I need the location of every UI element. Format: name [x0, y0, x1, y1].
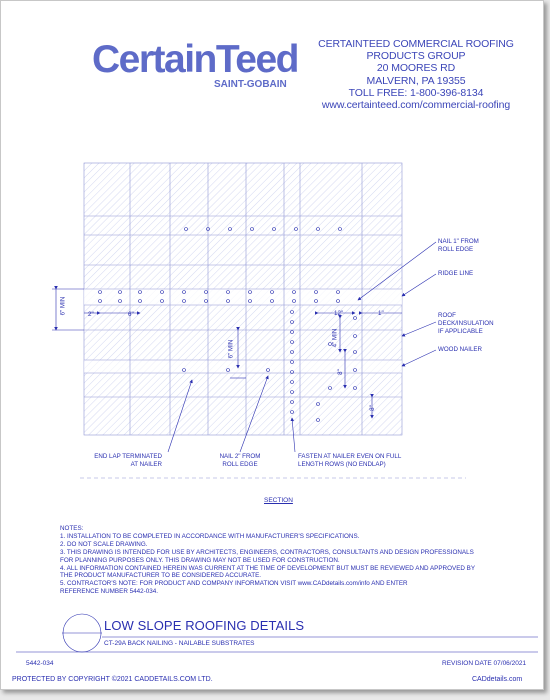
callout-fasten-at-nailer: FASTEN AT NAILER EVEN ON FULL LENGTH ROWS (NO ENDLAP): [298, 453, 402, 468]
dim-12-inch: 12": [334, 310, 344, 317]
detail-title: LOW SLOPE ROOFING DETAILS: [104, 618, 305, 633]
dim-6-min-left: 6" MIN: [59, 296, 67, 316]
dim-1-inch: 1": [378, 310, 384, 317]
revision-date: REVISION DATE 07/06/2021: [442, 660, 527, 667]
note-line: 2. DO NOT SCALE DRAWING.: [60, 540, 148, 548]
dim-6-inch: 6": [128, 311, 134, 318]
note-line: 5. CONTRACTOR'S NOTE: FOR PRODUCT AND COMPANY INFORMATION VISIT www.CADdetails.com/info AND ENTER: [60, 580, 408, 588]
saint-gobain-logo: SAINT-GOBAIN: [214, 79, 287, 90]
callout-nail-2-from-roll-edge: NAIL 2" FROM ROLL EDGE: [219, 453, 261, 468]
detail-subtitle: CT-29A BACK NAILING - NAILABLE SUBSTRATES: [104, 640, 255, 647]
dim-2-inch: 2": [88, 311, 94, 318]
dim-8-inch-a: 8": [336, 369, 344, 375]
callout-nail-1-from-roll-edge: NAIL 1" FROM ROLL EDGE: [438, 238, 479, 253]
notes-heading: NOTES:: [60, 525, 84, 532]
dim-8-inch-b: 8": [368, 405, 376, 411]
drawing-number: 5442-034: [26, 660, 54, 667]
note-line: REFERENCE NUMBER 5442-034.: [60, 588, 158, 596]
note-line: THE PRODUCT MANUFACTURER TO BE CONSIDERED ACCURATE.: [60, 572, 262, 580]
callout-wood-nailer: WOOD NAILER: [438, 346, 483, 353]
company-line: 20 MOORES RD: [376, 62, 456, 75]
dim-6-min-mid: 6" MIN: [227, 339, 235, 359]
company-line: TOLL FREE: 1-800-396-8134: [348, 86, 484, 99]
ridge-band: [84, 289, 402, 305]
notes-block: [60, 525, 500, 596]
section-title: SECTION: [264, 497, 293, 504]
copyright-notice: PROTECTED BY COPYRIGHT ©2021 CADDETAILS.COM LTD.: [12, 676, 213, 683]
company-line: www.certainteed.com/commercial-roofing: [321, 99, 511, 112]
certainteed-logo: CertainTeed: [92, 38, 298, 81]
caddetails-link[interactable]: CADdetails.com: [472, 676, 523, 683]
note-line: FOR PLANNING PURPOSES ONLY. THIS DRAWING MAY NOT BE USED FOR CONSTRUCTION.: [60, 556, 340, 564]
company-line: CERTAINTEED COMMERCIAL ROOFING: [318, 38, 514, 50]
callout-ridge-line: RIDGE LINE: [438, 270, 474, 277]
company-line: MALVERN, PA 19355: [366, 74, 466, 87]
note-line: 1. INSTALLATION TO BE COMPLETED IN ACCORDANCE WITH MANUFACTURER'S SPECIFICATIONS.: [60, 532, 360, 540]
dim-4-min: 4" MIN: [331, 328, 339, 348]
company-line: PRODUCTS GROUP: [366, 50, 466, 63]
note-line: 4. ALL INFORMATION CONTAINED HEREIN WAS CURRENT AT THE TIME OF DEVELOPMENT BUT MUST BE REVIEWED AND APPROVED BY: [60, 564, 476, 572]
callout-end-lap: END LAP TERMINATED AT NAILER: [94, 453, 162, 468]
callout-roof-deck: ROOF DECK/INSULATION IF APPLICABLE: [438, 312, 494, 335]
note-line: 3. THIS DRAWING IS INTENDED FOR USE BY ARCHITECTS, ENGINEERS, CONTRACTORS, CONSULTANTS AND DESIGN PROFESSIONALS: [60, 548, 474, 556]
